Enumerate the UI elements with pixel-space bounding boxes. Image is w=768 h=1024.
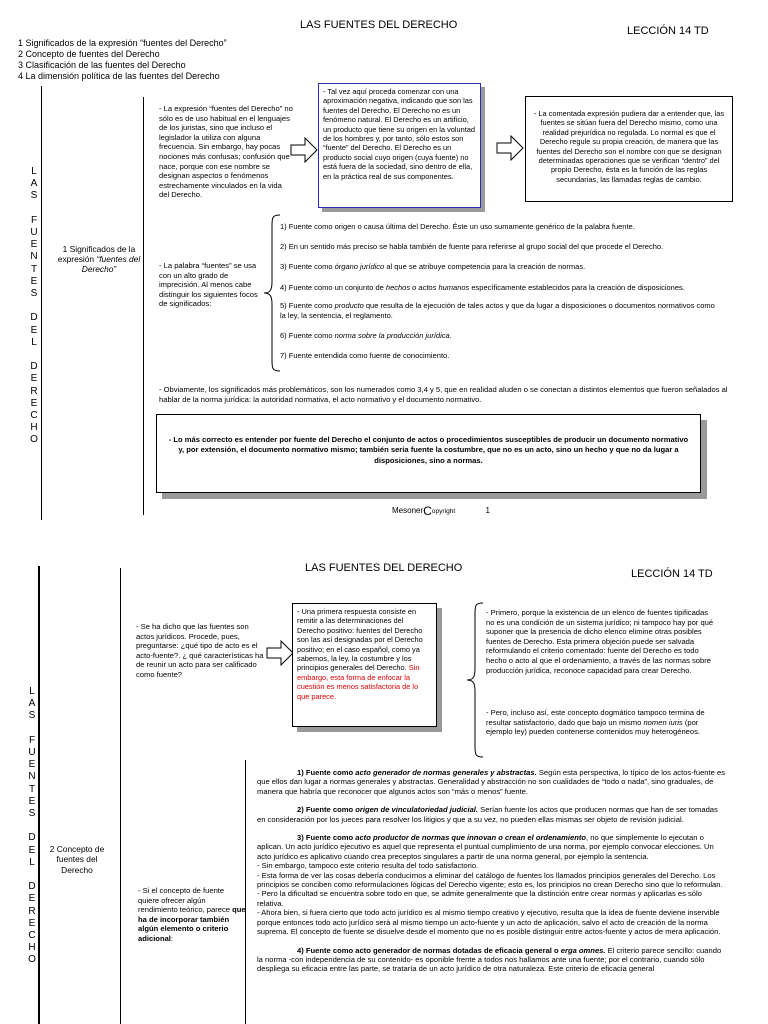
vertical-letter: O	[30, 434, 38, 446]
criterion-3-note: - Ahora bien, si fuera cierto que todo acto jurídico es al mismo tiempo creativo y ejecutivo, resulta que la idea de fuente deviene inservible porque entonces todo acto jurídico será al mismo tiempo un acto-fuente y un acto de aplicación, salvo el acto de creación de la norma suprema. El concepto de fuente se disuelve desde el momento que no es posible distinguir entre actos-fuente y actos de mera aplicación.	[257, 908, 721, 937]
page2-brace	[465, 602, 485, 758]
vertical-letter: H	[30, 422, 38, 434]
vertical-letter: O	[28, 954, 36, 966]
vertical-letter: U	[28, 747, 36, 758]
vertical-letter: L	[31, 336, 37, 348]
page2-title: LAS FUENTES DEL DERECHO	[305, 562, 463, 574]
vertical-letter: S	[28, 710, 36, 722]
page2-question-text: - Se ha dicho que las fuentes son actos jurídicos. Procede, pues, preguntarse: ¿qué tipo de acto es el acto-fuente?. ¿ qué características ha de reunir un acto para ser calificado como fuente?	[136, 622, 264, 679]
vertical-letter	[27, 300, 41, 312]
vertical-letter: L	[31, 166, 37, 177]
vertical-letter: R	[28, 905, 36, 917]
vertical-letter: D	[28, 832, 36, 844]
page2-right-text-b: - Pero, incluso así, este concepto dogmático tampoco termina de resultar satisfactorio, dado que bajo un mismo nomen iuris (por ejemplo ley) pueden contenerse contenidos muy heterogéneos.	[486, 708, 705, 737]
vertical-letter: N	[28, 771, 36, 783]
arrow-right-icon	[266, 640, 294, 666]
vertical-letter: R	[30, 385, 38, 397]
copyright-icon: C	[423, 504, 432, 518]
toc-item-2: 2 Concepto de fuentes del Derecho	[18, 49, 160, 59]
page1-vertical-title	[27, 166, 41, 447]
page2-section-label: 2 Concepto de fuentes del Derecho	[49, 844, 105, 875]
meaning-item: 1) Fuente como origen o causa última del Derecho. Éste un uso sumamente genérico de la palabra fuente.	[280, 222, 635, 231]
vertical-letter: E	[28, 893, 36, 905]
meaning-item: 3) Fuente como órgano jurídico al que se atribuye competencia para la creación de normas.	[280, 262, 586, 271]
vertical-letter: E	[30, 239, 38, 251]
vertical-letter: E	[30, 324, 38, 336]
vertical-letter: A	[28, 698, 36, 710]
meaning-item: 7) Fuente entendida como fuente de conocimiento.	[280, 351, 450, 360]
vertical-letter: D	[30, 312, 38, 324]
vertical-letter: H	[28, 942, 36, 954]
vertical-letter: E	[28, 844, 36, 856]
page2-criterio-text: - Si el concepto de fuente quiere ofrecer algún rendimiento teórico, parece que ha de incorporar también algún elemento o criterio adicional:	[138, 886, 246, 943]
criterion-3: 3) Fuente como acto productor de normas que innovan o crean el ordenamiento, no que simplemente lo ejecutan o aplican. Un acto jurídico ejecutivo es aquel que representa el puntual cumplimiento de una norma, por ejemplo convocar elecciones. Un acto jurídico es aplicativo cuando crea preceptos singulares a partir de una norma general, por ejemplo la sentencia.	[257, 833, 714, 861]
page2-vertical-title	[25, 686, 39, 967]
arrow-right-icon	[290, 137, 318, 163]
vertical-letter: D	[28, 881, 36, 893]
vertical-letter: L	[29, 686, 35, 697]
vertical-letter: N	[30, 251, 38, 263]
criterion-1: 1) Fuente como acto generador de normas generales y abstractas. Según esta perspectiva, lo típico de los actos-fuente es que ellos dan lugar a normas generales y abstractas. Generalidad y abstracción no son cualidades de “todo o nada”, sino graduales, de manera que habría que reconocer que algunos actos son “más o menos” fuente.	[257, 768, 725, 796]
page1-section-label: 1 Significados de la expresión “fuentes del Derecho”	[57, 244, 141, 275]
toc-item-3: 3 Clasificación de las fuentes del Derecho	[18, 60, 186, 70]
vertical-letter: T	[28, 783, 36, 795]
page2-box-objection: Sin embargo, esta forma de enfocar la cuestión es menos satisfactoria de lo que parece.	[297, 663, 420, 701]
vertical-letter	[27, 349, 41, 361]
vertical-letter: E	[28, 917, 36, 929]
page2-criteria-list	[257, 768, 725, 983]
page1-conclusion-box: - Lo más correcto es entender por fuente del Derecho el conjunto de actos o procedimientos susceptibles de producir un documento normativo y, por extensión, el documento normativo mismo; también sería fuente la costumbre, que no es un acto, sino un hecho y que no da lugar a disposiciones, sino a normas.	[156, 414, 701, 493]
meaning-item: 6) Fuente como norma sobre la producción jurídica.	[280, 331, 452, 340]
vertical-letter: E	[28, 759, 36, 771]
vertical-letter: D	[30, 361, 38, 373]
vertical-letter: S	[28, 808, 36, 820]
criterion-3-notes	[257, 861, 725, 936]
page2-section-rule	[120, 568, 121, 1024]
toc-item-1: 1 Significados de la expresión “fuentes del Derecho”	[18, 38, 227, 48]
vertical-letter: S	[30, 288, 38, 300]
footer-page-number: 1	[485, 506, 490, 515]
page1-box-negative-approach: - Tal vez aquí proceda comenzar con una aproximación negativa, indicando que son las fuentes del Derecho. El Derecho no es un fenómeno natural. El Derecho es un artificio, un producto que tiene su origen en la voluntad de los hombres y, por tanto, sólo estos son “fuente” del Derecho. El Derecho es un producto social cuyo origen (cuya fuente) no está fuera de la sociedad, sino dentro de ella, en la práctica real de sus componentes.	[318, 83, 481, 208]
page1-box-prejuridica: - La comentada expresión pudiera dar a entender que, las fuentes se sitúan fuera del Derecho mismo, como una realidad prejurídica no regulada. Lo normal es que el Derecho regule su propia creación, de manera que las fuentes del Derecho son el nombre con que se designan determinadas operaciones que se verifican “dentro” del propio Derecho, ésta es la función de las reglas secundarias, las llamadas reglas de cambio.	[525, 96, 733, 202]
arrow-right-icon	[496, 135, 524, 161]
vertical-letter: E	[30, 275, 38, 287]
vertical-letter: E	[30, 397, 38, 409]
meaning-item: 2) En un sentido más preciso se habla también de fuente para referirse al grupo social del que procede el Derecho.	[280, 242, 664, 251]
page1-toc	[18, 38, 227, 82]
page1-left-rule	[41, 86, 42, 520]
vertical-letter: A	[30, 178, 38, 190]
criterion-3-note: - Pero la dificultad se encuentra sobre todo en que, se admite generalmente que la distinción entre crear normas y aplicarlas es sólo relativa.	[257, 889, 702, 908]
footer-author: Mesoner	[392, 506, 424, 515]
page1-brace	[262, 214, 282, 372]
vertical-letter: S	[30, 190, 38, 202]
vertical-letter: E	[30, 373, 38, 385]
meaning-item: 4) Fuente como un conjunto de hechos o actos humanos específicamente establecidos para la creación de disposiciones.	[280, 283, 685, 292]
vertical-letter	[25, 869, 39, 881]
page2-lesson: LECCIÓN 14 TD	[631, 568, 713, 580]
vertical-letter: T	[30, 263, 38, 275]
page2-criteria-rule	[245, 760, 246, 1024]
vertical-letter: C	[30, 410, 38, 422]
page2-right-text-a: - Primero, porque la existencia de un elenco de fuentes tipificadas no es una condición de un sistema jurídico; ni tampoco hay por qué suponer que la presencia de dicho elenco elimine otras posibles fuentes de Derecho. Esta primera objeción puede ser salvada reformulando el criterio comentado: fuente del Derecho es todo hecho o acto al que el ordenamiento, a través de las normas sobre producción jurídica, reconoce capacidad para crear Derecho.	[486, 608, 714, 675]
vertical-letter: C	[28, 930, 36, 942]
criterion-3-note: - Sin embargo, tampoco este criterio resulta del todo satisfactorio.	[257, 861, 479, 871]
vertical-letter: F	[28, 734, 36, 746]
vertical-letter: L	[29, 856, 35, 868]
page1-fuentes-text: - La palabra “fuentes” se usa con un alto grado de imprecisión. Al menos cabe distinguir los siguientes focos de significados:	[159, 261, 258, 309]
page2-box-first-answer: - Una primera respuesta consiste en remitir a las determinaciones del Derecho positivo: fuentes del Derecho son las así designadas por el Derecho positivo; en el caso español, como ya sabemos, la ley, la costumbre y los principios generales del Derecho. Sin embargo, esta forma de enfocar la cuestión es menos satisfactoria de lo que parece.	[292, 603, 437, 727]
page1-intro-text: - La expresión “fuentes del Derecho” no sólo es de uso habitual en el lenguajes de los juristas, sino que incluso el legislador la utiliza con alguna frecuencia. Sin embargo, hay pocas nociones más confusas; confusión que nace, porque con ese nombre se designan aspectos o fenómenos estrechamente vinculados en la vida del Derecho.	[159, 104, 293, 200]
toc-item-4: 4 La dimensión política de las fuentes del Derecho	[18, 71, 220, 81]
page1-obviamente: - Obviamente, los significados más problemáticos, son los numerados como 3,4 y 5, que en realidad aluden o se conectan a distintos elementos que fueron señalados al hablar de la norma jurídica: la autoridad normativa, el acto normativo y el documento normativo.	[159, 385, 728, 404]
criterion-3-note: - Esta forma de ver las cosas debería conducirnos a eliminar del catálogo de fuentes los llamados principios generales del Derecho. Los principios se conciben como reformulaciones lógicas del Derecho vigente; esto es, los principios no crean Derecho sino que lo reformulan.	[257, 870, 723, 890]
page1-title: LAS FUENTES DEL DERECHO	[300, 19, 458, 31]
page1-footer: MesonerCopyright 1	[392, 504, 490, 518]
vertical-letter	[25, 820, 39, 832]
vertical-letter	[25, 723, 39, 735]
vertical-letter	[27, 203, 41, 215]
criterion-4: 4) Fuente como acto generador de normas dotadas de eficacia general o erga omnes. El criterio parece sencillo: cuando la norma -con independencia de su contenido- es oponible frente a todos nos hallamos ante una fuente; por el contrario, cuando sólo despliega su eficacia entre las parte, se trataría de un acto jurídico de otra naturaleza. Este criterio de eficacia general	[257, 945, 722, 974]
vertical-letter: F	[30, 214, 38, 226]
vertical-letter: U	[30, 227, 38, 238]
meaning-item: 5) Fuente como producto que resulta de la ejecución de tales actos y que da lugar a disposiciones o documentos normativos como la ley, la sentencia, el reglamento.	[280, 301, 715, 320]
vertical-letter: E	[28, 795, 36, 807]
criterion-2: 2) Fuente como origen de vinculatoriedad judicial. Serían fuente los actos que producen normas que han de ser tomadas en consideración por los jueces para resolver los litigios y que a su vez, no pueden ellas mismas ser objeto de revisión judicial.	[257, 805, 718, 824]
page1-lesson: LECCIÓN 14 TD	[627, 25, 709, 37]
page1-section-rule	[143, 97, 144, 515]
